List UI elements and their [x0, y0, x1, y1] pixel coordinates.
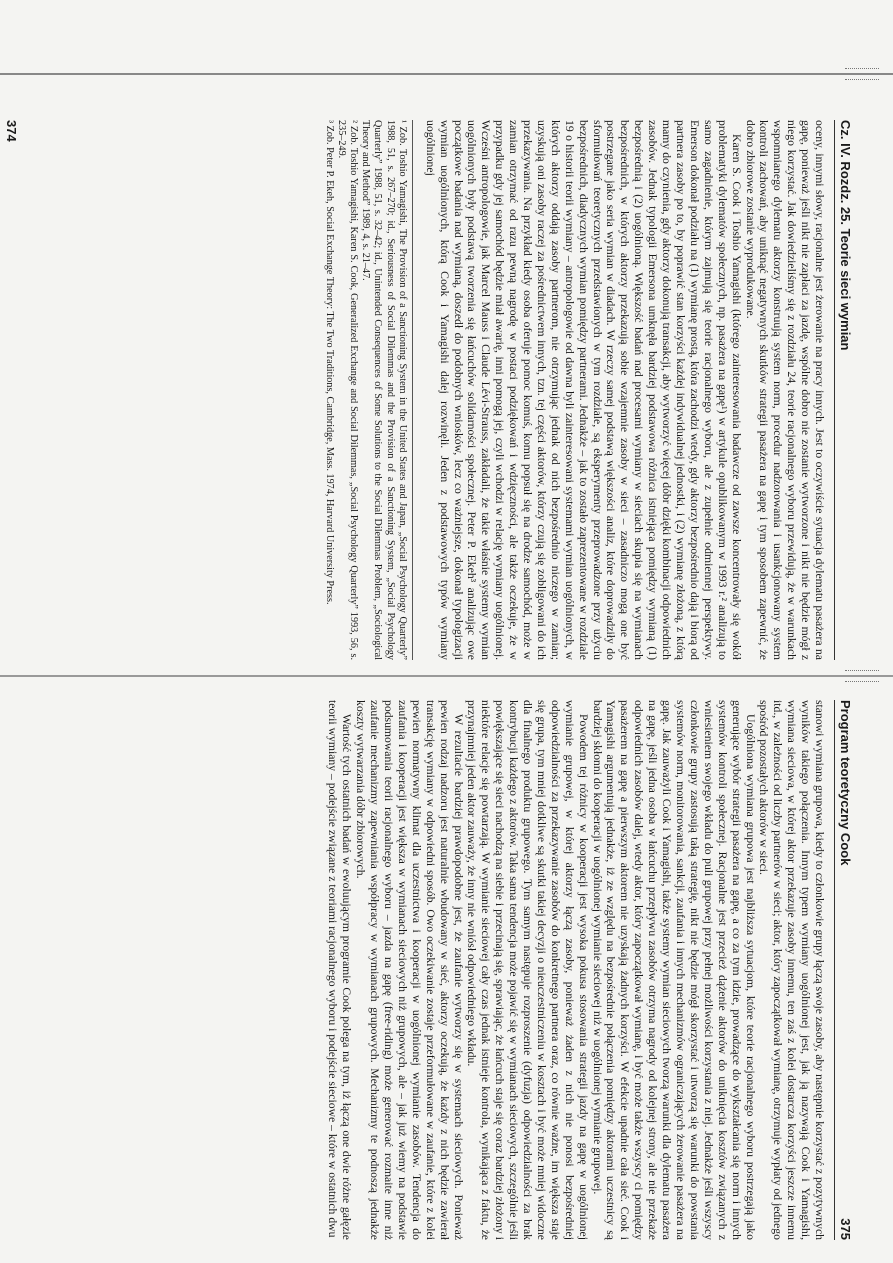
running-head-title: Program teoretyczny Cook: [838, 700, 853, 866]
page-375: [30, 700, 852, 1240]
scan-edge-mark: [845, 68, 879, 80]
running-head: [834, 700, 852, 1240]
running-head: [834, 120, 852, 660]
footnote: ³ Zob. Peter P. Ekeh, Social Exchange Theory: The Two Traditions, Cambridge, Mass. 1974, Harvard University Press.: [323, 120, 335, 605]
scan-edge-mark: [845, 670, 879, 682]
paragraph: oceny, innymi słowy, racjonalne jest żerowanie na pracy innych. Jest to oczywiście sytuacja dylematu pasażera na gapę, ponieważ jeśli nikt nie zapłaci za jazdę, wspólne dobro nie zostanie wytworzone i nikt nie będzie mógł z niego korzystać. Jak dowiedzieliśmy się z rozdziału 24, teorie racjonalnego wyboru przewidują, że w warunkach wspomnianego dylematu aktorzy konstruują system norm, procedur nadzorowania i usankcjonowany system kontroli zachowań, aby uniknąć negatywnych skutków strategii pasażera na gapę i tym sposobem zapewnić, że dobro zbiorowe zostanie wyprodukowane.: [743, 120, 827, 660]
page-number: 375: [838, 1218, 853, 1240]
paragraph: Wartość tych ostatnich badań w ewoluującym programie Cook polega na tym, iż łączą one dwie różne gałęzie teorii wymiany – podejście związane z teoriami racjonalnego wyboru i podejście sieciowe – które w ostatnich dwu: [326, 700, 354, 1240]
footnotes: [322, 120, 412, 660]
paragraph: W rezultacie bardziej prawdopodobne jest, że zaufanie wytworzy się w systemach sieciowych. Ponieważ pewien rodzaj nadzoru jest naturalnie wbudowany w sieć, aktorzy oczekują, że każdy z nich będzie zawierał transakcję wymiany w odpowiedni sposób. Owo oczekiwanie zostaje przeformułowane w zaufanie, które z kolei pewien normatywny klimat dla uczestnictwa i kooperacji w uogólnionej wymianie zasobów. Tendencja do zaufania i kooperacji jest większa w wymianach sieciowych niż grupowych, ale – jak już wiemy na podstawie podsumowania teorii racjonalnego wyboru – jazda na gapę (free-riding) może generować rozmaite inne niż zaufanie mechanizmy zapewniania współpracy w wymianach grupowych. Mechanizmy te podnoszą jednakże koszty wytwarzania dóbr zbiorowych.: [354, 700, 465, 1240]
scan-middle-rule: [0, 675, 893, 677]
page-374: [3, 120, 853, 660]
footnote: ¹ Zob. Toshio Yamagishi, The Provision of a Sanctioning System in the United States and Japan, „Social Psychology Quarterly” 1988, 51, s. 267–270; id., Seriousness of Social Dilemmas and the Provision of a Sanctioning System, „Social Psychology Quarterly” 1988, 51, s. 32–42; id., Unintended Consequences of Some Solutions to the Social Dilemmas Problem, „Sociological Theory and Method” 1989, 4, s. 21–47.: [360, 120, 408, 660]
page-number: 374: [3, 120, 19, 142]
paragraph: stanowi wymiana grupowa, kiedy to członkowie grupy łączą swoje zasoby, aby następnie korzystać z pozytywnych wyników takiego połączenia. Innym typem wymiany uogólnionej jest, jak ją nazywają Cook i Yamagishi, wymiana sieciowa, w której aktor przekazuje zasoby innemu, ten zaś z kolei dostarcza korzyści jeszcze innemu itd., w zależności od liczby partnerów w sieci; aktor, który zapoczątkował wymianę, otrzymuje wypłaty od jednego spośród pozostałych aktorów w sieci.: [757, 700, 827, 1240]
scan-top-rule: [0, 73, 893, 75]
paragraph: Uogólniona wymiana grupowa jest najbliższa sytuacjom, które teorie racjonalnego wyboru postrzegają jako generujące wybór strategii pasażera na gapę, a co za tym idzie, prowadzące do wykształcania się norm i innych systemów kontroli społecznej. Racjonalne jest przecież dążenie aktorów do uniknięcia kosztów związanych z wniesieniem swojego wkładu do puli grupowej przy pełnej możliwości korzystania z niej. Jednakże jeśli wszyscy członkowie grupy zastosują taką strategię, nikt nie będzie mógł skorzystać i utworzą się warunki do powstania systemów norm, monitorowania, sankcji, zaufania i innych mechanizmów ograniczających żerowanie pasażera na gapę. Jak zauważyli Cook i Yamagishi, także systemy wymian sieciowych tworzą warunki dla dylematu pasażera na gapę, jeśli jedna osoba w łańcuchu przepływu zasobów otrzyma nagrody od kolejnej strony, ale nie przekaże odpowiednich zasobów dalej, wtedy aktor, który zapoczątkował wymianę, i być może także wszyscy ci pomiędzy pasażerem na gapę a pierwszym aktorem nie uzyskają żadnych korzyści. W efekcie upadnie cała sieć. Cook i Yamagishi argumentują jednakże, iż ze względu na bezpośrednie połączenia pomiędzy aktorami uczestnicy są bardziej skłonni do kooperacji w uogólnionej wymianie sieciowej niż w uogólnionej wymianie grupowej.: [590, 700, 757, 1240]
running-head-title: Cz. IV. Rozdz. 25. Teorie sieci wymian: [838, 120, 853, 351]
paragraph: Karen S. Cook i Toshio Yamagishi (którego zainteresowania badawcze od zawsze koncentrowały się wokół problematyki dylematów społecznych, np. pasażera na gapę¹) w artykule opublikowanym w 1993 r.² analizują to samo zagadnienie, którym zajmują się teorie racjonalnego wyboru, ale z zupełnie odmiennej perspektywy. Emerson dokonał podziału na (1) wymianę prostą, która zachodzi wtedy, gdy aktorzy bezpośrednio dają i biorą od partnera zasoby po to, by poprawić stan korzyści każdej indywidualnej jednostki, i (2) wymianę złożoną, z którą mamy do czynienia, gdy aktorzy dokonują transakcji, aby wytworzyć więcej dóbr dzięki kombinacji odpowiednich zasobów. Jednak typologii Emersona umknęła bardziej podstawowa różnica istniejąca pomiędzy wymianą (1) bezpośrednią i (2) uogólnioną. Większość badań nad procesami wymiany w sieciach skupia się na wymianach bezpośrednich, w których aktorzy przekazują sobie wzajemnie zasoby w sieci – zasadniczo mogą one być postrzegane jako seria wymian w diadach. W rzeczy samej podstawą większości analiz, które doprowadziły do sformułowań teoretycznych przedstawionych w tym rozdziale, są eksperymenty przeprowadzone przy użyciu bezpośrednich, diadycznych wymian pomiędzy partnerami. Jednakże – jak to zostało zaprezentowane w rozdziale 19 o historii teorii wymiany – antropologowie od dawna byli zainteresowani systemami wymian uogólnionych, w których aktorzy oddają zasoby partnerom, nie otrzymując jednak od nich bezpośrednio niczego w zamian; uzyskują oni zasoby raczej za pośrednictwem innych, tzn. tej części aktorów, którzy czują się zobligowani do ich przekazywania. Na przykład kiedy osoba oferuje pomoc komuś, komu popsuł się na drodze samochód, może w zamian otrzymać od razu pewną nagrodę w postaci podziękowań i wdzięczności, ale także oczekuje, że w przypadku gdy jej samochód będzie miał awarię, inni pomogą jej, czyli wchodzi w relację wymiany uogólnionej. Wcześni antropologowie, jak Marcel Mauss i Claude Lévi-Strauss, zakładali, że takie właśnie systemy wymian uogólnionych były podstawą tworzenia się łańcuchów solidarności społecznej. Peter P. Ekeh³ analizując owe początkowe badania nad wymianą, doszedł do podobnych wniosków, lecz co ważniejsze, dokonał typologizacji wymian uogólnionych, którą Cook i Yamagishi dalej rozwinęli. Jeden z podstawowych typów wymiany uogólnionej: [423, 120, 743, 660]
footnote: ² Zob. Toshio Yamagishi, Karen S. Cook, Generalized Exchange and Social Dilemmas, „Social Psychology Quarterly” 1993, 56, s. 235–249.: [335, 120, 359, 660]
paragraph: Powodem tej różnicy w kooperacji jest wysoka pokusa stosowania strategii jazdy na gapę w uogólnionej wymianie grupowej, w której aktorzy łączą zasoby, ponieważ żaden z nich nie ponosi bezpośredniej odpowiedzialności za przekazywanie zasobów do konkretnego partnera oraz, co równie ważne, im większa staje się grupa, tym mniej dotkliwe są skutki takiej decyzji o nieuczestniczeniu w kosztach i być może mniej widoczne dla finalnego produktu grupowego. Tym samym następuje rozproszenie (dyfuzja) odpowiedzialności za brak kontrybucji każdego z aktorów. Taka sama tendencja może pojawić się w wymianach sieciowych, szczególnie jeśli powiększające się sieci nachodzą na siebie i przecinają się, sprawiając, że łańcuch staje się coraz bardziej złożony i niektóre relacje się powtarzają. W wymianie sieciowej cały czas jednak istnieje kontrola, wynikająca z faktu, że przynajmniej jeden aktor zauważy, że inny nie wniósł odpowiedniego wkładu.: [465, 700, 590, 1240]
